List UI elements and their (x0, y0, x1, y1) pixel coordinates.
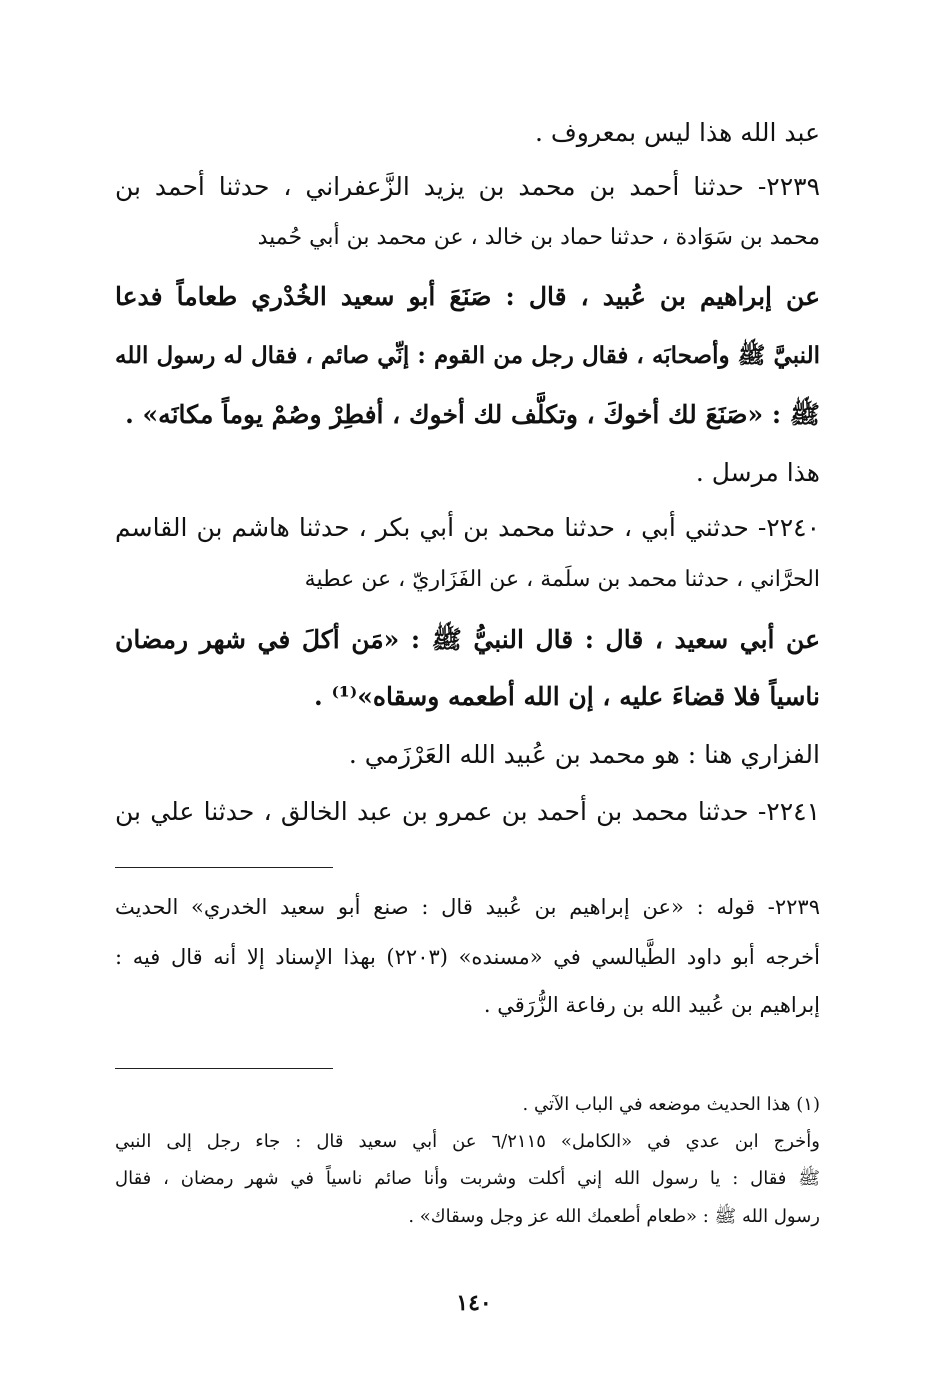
separator-rule (115, 1068, 333, 1069)
hadith-2239-heading: ٢٢٣٩- حدثنا أحمد بن محمد بن يزيد الزَّعفراني ، حدثنا أحمد بن (115, 172, 820, 201)
hadith-2240-heading: ٢٢٤٠- حدثني أبي ، حدثنا محمد بن أبي بكر ، حدثنا هاشم بن القاسم (115, 513, 820, 542)
text-line: الحرَّاني ، حدثنا محمد بن سلَمة ، عن الفَزَاريّ ، عن عطية (304, 567, 820, 592)
text-line: هذا مرسل . (695, 458, 820, 487)
commentary-line: أخرجه أبو داود الطَّيالسي في «مسنده» (٢٢٠٣) بهذا الإسناد إلا أنه قال فيه : (115, 945, 820, 969)
text-line: محمد بن سَوَادة ، حدثنا حماد بن خالد ، عن محمد بن أبي حُميد (257, 225, 820, 250)
footnote-line: رسول الله ﷺ : «طعام أطعمك الله عز وجل وسقاك» . (408, 1206, 820, 1227)
commentary-line: إبراهيم بن عُبيد الله بن رفاعة الزُّرَقي . (483, 993, 820, 1017)
text-line: عبد الله هذا ليس بمعروف . (534, 118, 820, 147)
footnote-line: وأخرج ابن عدي في «الكامل» ٦/٢١١٥ عن أبي سعيد قال : جاء رجل إلى النبي (115, 1131, 820, 1152)
text-line: الفزاري هنا : هو محمد بن عُبيد الله العَرْزَمي . (348, 740, 820, 769)
footnote-line: ﷺ فقال : يا رسول الله إني أكلت وشربت وأنا صائم ناسياً في شهر رمضان ، فقال (115, 1168, 820, 1189)
matn-line: عن أبي سعيد ، قال : قال النبيُّ ﷺ : «مَن أكلَ في شهر رمضان (115, 625, 820, 654)
commentary-line: ٢٢٣٩- قوله : «عن إبراهيم بن عُبيد قال : صنع أبو سعيد الخدري» الحديث (115, 895, 820, 919)
separator-rule (115, 867, 333, 868)
hadith-2241-heading: ٢٢٤١- حدثنا محمد بن أحمد بن عمرو بن عبد الخالق ، حدثنا علي بن (115, 797, 820, 826)
footnote-line: (١) هذا الحديث موضعه في الباب الآتي . (522, 1094, 820, 1115)
matn-line: عن إبراهيم بن عُبيد ، قال : صَنَعَ أبو سعيد الخُدْري طعاماً فدعا (115, 282, 820, 311)
page (115, 0, 820, 1373)
matn-line: ﷺ : «صَنَعَ لك أخوكَ ، وتكلَّف لك أخوك ، أفطِرْ وصُمْ يوماً مكانَه» . (125, 400, 820, 429)
page-number: ١٤٠ (456, 1290, 492, 1316)
matn-line: النبيَّ ﷺ وأصحابَه ، فقال رجل من القوم : إنِّي صائم ، فقال له رسول الله (115, 342, 820, 369)
matn-line: ناسياً فلا قضاءَ عليه ، إن الله أطعمه وسقاه»⁽¹⁾ . (314, 682, 820, 711)
